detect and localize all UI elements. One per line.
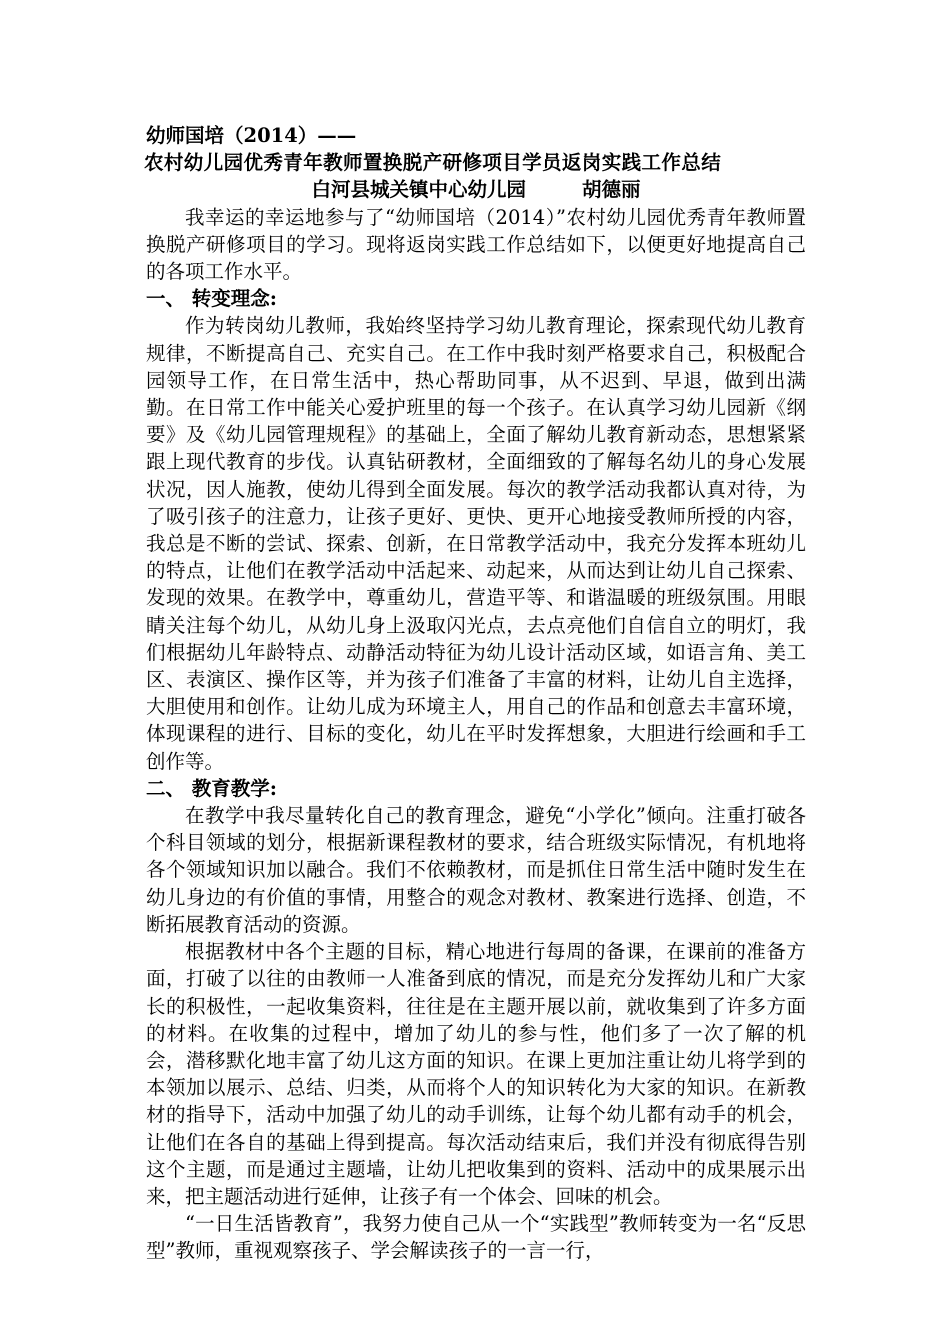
section-2-paragraph: 根据教材中各个主题的目标，精心地进行每周的备课，在课前的准备方面，打破了以往的由教师一人准备到底的情况，而是充分发挥幼儿和广大家长的积极性，一起收集资料，往往是在主题开展以前，就收集到了许多方面的材料。在收集的过程中，增加了幼儿的参与性，他们多了一次了解的机会，潜移默化地丰富了幼儿这方面的知识。在课上更加注重让幼儿将学到的本领加以展示、总结、归类，从而将个人的知识转化为大家的知识。在新教材的指导下，活动中加强了幼儿的动手训练，让每个幼儿都有动手的机会，让他们在各自的基础上得到提高。每次活动结束后，我们并没有彻底得告别这个主题，而是通过主题墙，让幼儿把收集到的资料、活动中的成果展示出来，把主题活动进行延伸，让孩子有一个体会、回味的机会。 bbox=[146, 940, 806, 1208]
section-1-paragraph: 作为转岗幼儿教师，我始终坚持学习幼儿教育理论，探索现代幼儿教育规律，不断提高自己、充实自己。在工作中我时刻严格要求自己，积极配合园领导工作，在日常生活中，热心帮助同事，从不迟到、早退，做到出满勤。在日常工作中能关心爱护班里的每一个孩子。在认真学习幼儿园新《纲要》及《幼儿园管理规程》的基础上，全面了解幼儿教育新动态，思想紧紧跟上现代教育的步伐。认真钻研教材，全面细致的了解每名幼儿的身心发展状况，因人施教，使幼儿得到全面发展。每次的教学活动我都认真对待，为了吸引孩子的注意力，让孩子更好、更快、更开心地接受教师所授的内容，我总是不断的尝试、探索、创新，在日常教学活动中，我充分发挥本班幼儿的特点，让他们在教学活动中活起来、动起来，从而达到让幼儿自己探索、发现的效果。在教学中，尊重幼儿，营造平等、和谐温暖的班级氛围。用眼睛关注每个幼儿，从幼儿身上汲取闪光点，去点亮他们自信自立的明灯，我们根据幼儿年龄特点、动静活动特征为幼儿设计活动区域，如语言角、美工区、表演区、操作区等，并为孩子们准备了丰富的材料，让幼儿自主选择，大胆使用和创作。让幼儿成为环境主人，用自己的作品和创意去丰富环境，体现课程的进行、目标的变化，幼儿在平时发挥想象，大胆进行绘画和手工创作等。 bbox=[146, 314, 806, 773]
section-2-paragraph: “一日生活皆教育”，我努力使自己从一个“实践型”教师转变为一名“反思型”教师，重视观察孩子、学会解读孩子的一言一行， bbox=[146, 1212, 806, 1263]
author-line bbox=[146, 176, 806, 203]
author-name: 胡德丽 bbox=[582, 178, 641, 202]
section-2-heading: 二、 教育教学: bbox=[146, 776, 277, 800]
school-name: 白河县城关镇中心幼儿园 bbox=[311, 178, 526, 202]
document-body bbox=[146, 122, 806, 1265]
document-title: 农村幼儿园优秀青年教师置换脱产研修项目学员返岗实践工作总结 bbox=[144, 151, 722, 175]
title-line-1: 幼师国培（2014）—— bbox=[146, 124, 357, 147]
section-1-heading: 一、 转变理念: bbox=[146, 287, 277, 311]
intro-paragraph: 我幸运的幸运地参与了“幼师国培（2014）”农村幼儿园优秀青年教师置换脱产研修项目的学习。现将返岗实践工作总结如下，以便更好地提高自己的各项工作水平。 bbox=[146, 205, 806, 284]
section-2-paragraph: 在教学中我尽量转化自己的教育理念，避免“小学化”倾向。注重打破各个科目领域的划分，根据新课程教材的要求，结合班级实际情况，有机地将各个领域知识加以融合。我们不依赖教材，而是抓住日常生活中随时发生在幼儿身边的有价值的事情，用整合的观念对教材、教案进行选择、创造，不断拓展教育活动的资源。 bbox=[146, 804, 806, 936]
